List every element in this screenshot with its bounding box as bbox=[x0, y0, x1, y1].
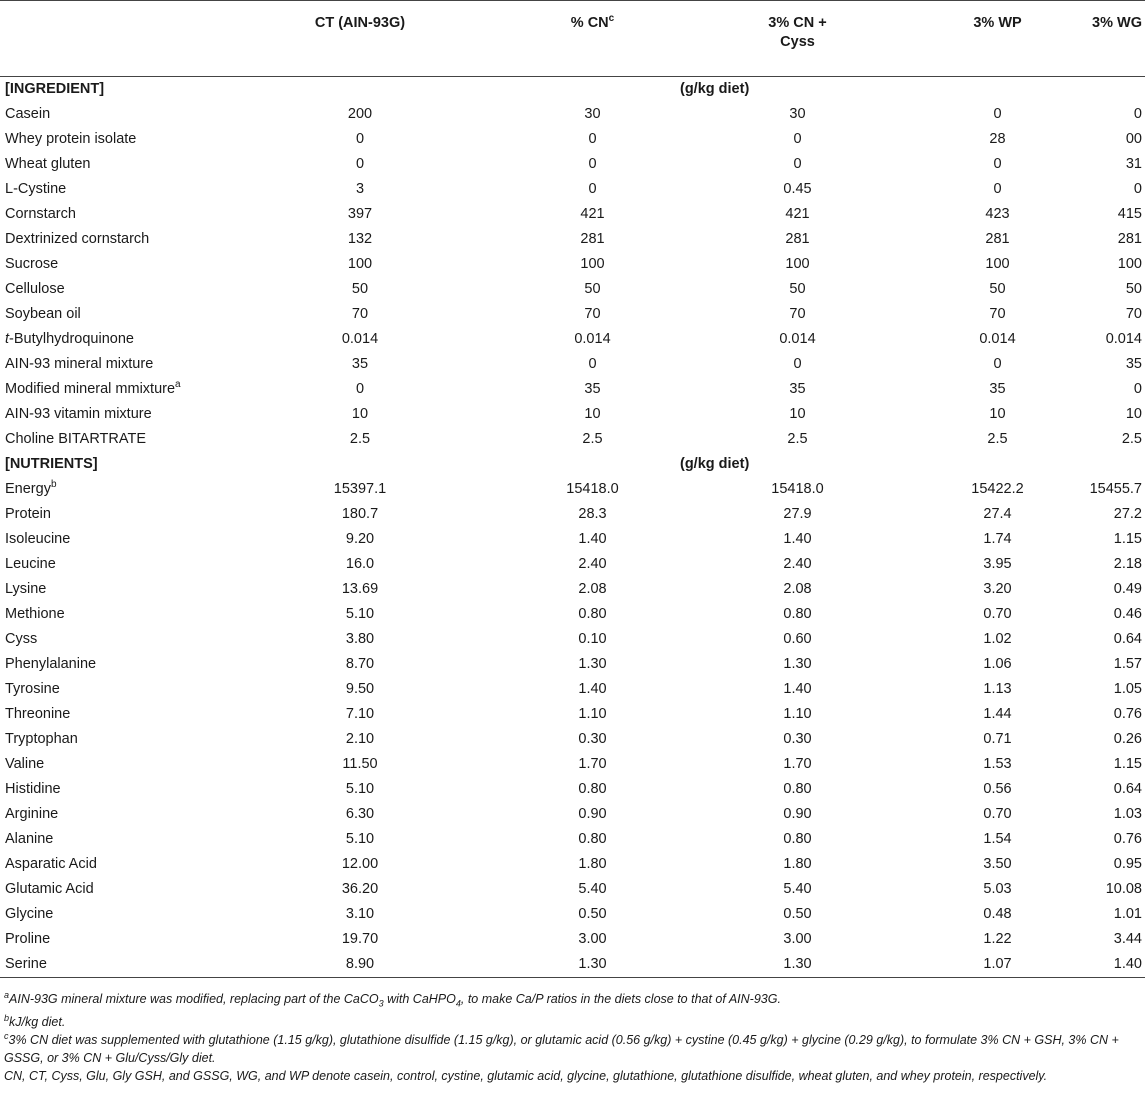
cell-value: 0 bbox=[588, 356, 597, 372]
table-row bbox=[0, 152, 1145, 177]
row-label: Soybean oil bbox=[5, 306, 81, 322]
cell-value: 2.40 bbox=[783, 556, 812, 572]
cell-value: 15397.1 bbox=[333, 481, 387, 497]
cell-value: 1.30 bbox=[680, 952, 915, 978]
cell-value: 2.10 bbox=[345, 731, 375, 747]
table-row bbox=[0, 252, 1145, 277]
cell-value: 0 bbox=[355, 156, 365, 172]
cell-value: 0.10 bbox=[578, 631, 607, 647]
table-row bbox=[0, 402, 1145, 427]
cell-value: 0 bbox=[993, 181, 1002, 197]
cell-value: 3.95 bbox=[983, 556, 1012, 572]
cell-value: 281 bbox=[985, 231, 1010, 247]
cell-value: 1.74 bbox=[983, 531, 1012, 547]
row-label: Threonine bbox=[5, 706, 71, 722]
row-label: Casein bbox=[5, 106, 51, 122]
cell-value: 1.13 bbox=[983, 681, 1012, 697]
table-row bbox=[0, 627, 1145, 652]
header-wp: 3% WP bbox=[915, 1, 1080, 77]
cell-value: 1.30 bbox=[505, 952, 680, 978]
row-label: Wheat gluten bbox=[5, 156, 91, 172]
cell-value: 0.30 bbox=[783, 731, 812, 747]
cell-value: 0.76 bbox=[1113, 706, 1142, 722]
cell-value: 180.7 bbox=[341, 506, 379, 522]
footnote-abbreviations: CN, CT, Cyss, Glu, Gly GSH, and GSSG, WG, and WP denote casein, control, cystine, glutamic acid, glycine, glutathione, glutathione disulfide, wheat gluten, and whey protein, respectively. bbox=[4, 1068, 1048, 1083]
table-row bbox=[0, 852, 1145, 877]
cell-value: 2.40 bbox=[578, 556, 607, 572]
cell-value: 421 bbox=[785, 206, 810, 222]
cell-value: 0.45 bbox=[783, 181, 812, 197]
cell-value: 9.50 bbox=[345, 681, 375, 697]
row-label: Valine bbox=[5, 756, 45, 772]
table-row bbox=[0, 877, 1145, 902]
section-label: [INGREDIENT] bbox=[5, 81, 105, 97]
table-row bbox=[0, 802, 1145, 827]
cell-value: 0.80 bbox=[783, 781, 812, 797]
cell-value: 0 bbox=[1133, 181, 1142, 197]
cell-value: 1.22 bbox=[983, 931, 1012, 947]
table-row bbox=[0, 677, 1145, 702]
table-row bbox=[0, 302, 1145, 327]
cell-value: 0.56 bbox=[983, 781, 1012, 797]
cell-value: 31 bbox=[1125, 156, 1142, 172]
cell-value: 0.014 bbox=[779, 331, 816, 347]
table-row bbox=[0, 277, 1145, 302]
cell-value: 5.40 bbox=[783, 881, 812, 897]
cell-value: 0.70 bbox=[983, 606, 1012, 622]
cell-value: 3.10 bbox=[345, 906, 375, 922]
cell-value: 0.50 bbox=[783, 906, 812, 922]
row-label: Proline bbox=[5, 931, 51, 947]
cell-value: 15418.0 bbox=[566, 481, 619, 497]
row-label: Leucine bbox=[5, 556, 56, 572]
table-row bbox=[0, 377, 1145, 402]
cell-value: 0.014 bbox=[1105, 331, 1142, 347]
cell-value: 2.5 bbox=[582, 431, 603, 447]
cell-value: 0.014 bbox=[574, 331, 611, 347]
cell-value: 1.01 bbox=[1113, 906, 1142, 922]
cell-value: 3.20 bbox=[983, 581, 1012, 597]
cell-value: 35 bbox=[789, 381, 806, 397]
row-label: t-Butylhydroquinone bbox=[5, 331, 134, 347]
cell-value: 50 bbox=[351, 281, 369, 297]
cell-value: 1.40 bbox=[1080, 952, 1145, 978]
row-label: AIN-93 mineral mixture bbox=[5, 356, 154, 372]
cell-value: 35 bbox=[351, 356, 369, 372]
row-label: Phenylalanine bbox=[5, 656, 97, 672]
row-label: Cyss bbox=[5, 631, 38, 647]
cell-value: 0 bbox=[355, 131, 365, 147]
cell-value: 70 bbox=[584, 306, 601, 322]
cell-value: 0.60 bbox=[783, 631, 812, 647]
cell-value: 5.10 bbox=[345, 606, 375, 622]
cell-value: 1.80 bbox=[578, 856, 607, 872]
cell-value: 70 bbox=[989, 306, 1006, 322]
cell-value: 0 bbox=[355, 381, 365, 397]
cell-value: 1.06 bbox=[983, 656, 1012, 672]
cell-value: 1.70 bbox=[783, 756, 812, 772]
row-label: Cornstarch bbox=[5, 206, 76, 222]
cell-value: 5.10 bbox=[345, 831, 375, 847]
cell-value: 35 bbox=[584, 381, 601, 397]
row-label: Tyrosine bbox=[5, 681, 60, 697]
cell-value: 0.70 bbox=[983, 806, 1012, 822]
cell-value: 100 bbox=[1117, 256, 1142, 272]
row-label: Asparatic Acid bbox=[5, 856, 97, 872]
table-row bbox=[0, 927, 1145, 952]
footnote-b: $^b$kJ/kg diet. bbox=[4, 1012, 66, 1029]
cell-value: 0.80 bbox=[578, 606, 607, 622]
cell-value: 100 bbox=[985, 256, 1010, 272]
header-ct: CT (AIN-93G) bbox=[215, 1, 505, 77]
cell-value: 15422.2 bbox=[971, 481, 1024, 497]
row-label: Protein bbox=[5, 506, 51, 522]
cell-value: 0.90 bbox=[783, 806, 812, 822]
cell-value: 15455.7 bbox=[1089, 481, 1142, 497]
cell-value: 0 bbox=[1133, 381, 1142, 397]
cell-value: 281 bbox=[1117, 231, 1142, 247]
header-cn-cyss: 3% CN + Cyss bbox=[680, 1, 915, 77]
table-row bbox=[0, 652, 1145, 677]
cell-value: 0 bbox=[1133, 106, 1142, 122]
header-cn-footnote-marker: c bbox=[608, 13, 615, 25]
cell-value: 415 bbox=[1117, 206, 1142, 222]
cell-value: 0 bbox=[588, 156, 597, 172]
cell-value: 0.49 bbox=[1113, 581, 1142, 597]
table-row bbox=[0, 427, 1145, 452]
cell-value: 0.014 bbox=[341, 331, 379, 347]
cell-value: 1.10 bbox=[578, 706, 607, 722]
cell-value: 100 bbox=[580, 256, 605, 272]
cell-value: 423 bbox=[985, 206, 1010, 222]
cell-value: 1.02 bbox=[983, 631, 1012, 647]
cell-value: 0.95 bbox=[1113, 856, 1142, 872]
header-label-col bbox=[0, 1, 215, 77]
row-label: Alanine bbox=[5, 831, 54, 847]
row-label: Whey protein isolate bbox=[5, 131, 137, 147]
cell-value: 2.18 bbox=[1113, 556, 1142, 572]
cell-value: 1.30 bbox=[578, 656, 607, 672]
table-row bbox=[0, 352, 1145, 377]
cell-value: 0.50 bbox=[578, 906, 607, 922]
table-row bbox=[0, 727, 1145, 752]
cell-value: 3.80 bbox=[345, 631, 375, 647]
row-label: Glutamic Acid bbox=[5, 881, 94, 897]
cell-value: 100 bbox=[347, 256, 373, 272]
cell-value: 0 bbox=[793, 356, 802, 372]
cell-value: 1.80 bbox=[783, 856, 812, 872]
cell-value: 27.4 bbox=[983, 506, 1012, 522]
cell-value: 0.30 bbox=[578, 731, 607, 747]
cell-value: 27.2 bbox=[1113, 506, 1142, 522]
cell-value: 10 bbox=[789, 406, 806, 422]
section-unit: (g/kg diet) bbox=[680, 81, 750, 97]
cell-value: 50 bbox=[584, 281, 601, 297]
cell-value: 1.54 bbox=[983, 831, 1012, 847]
cell-value: 0.26 bbox=[1113, 731, 1142, 747]
cell-value: 2.5 bbox=[349, 431, 371, 447]
row-label: Sucrose bbox=[5, 256, 59, 272]
cell-value: 397 bbox=[347, 206, 373, 222]
cell-value: 0 bbox=[993, 356, 1002, 372]
table-row bbox=[0, 227, 1145, 252]
table-footnotes bbox=[4, 990, 1142, 1085]
cell-value: 0.46 bbox=[1113, 606, 1142, 622]
table-header-row bbox=[0, 1, 1145, 77]
cell-value: 30 bbox=[584, 106, 601, 122]
cell-value: 13.69 bbox=[341, 581, 379, 597]
footnote-marker: a bbox=[175, 379, 181, 391]
cell-value: 0.64 bbox=[1113, 631, 1142, 647]
table-row bbox=[0, 902, 1145, 927]
cell-value: 1.44 bbox=[983, 706, 1012, 722]
row-label: Methione bbox=[5, 606, 65, 622]
cell-value: 70 bbox=[351, 306, 369, 322]
cell-value: 3.00 bbox=[578, 931, 607, 947]
section-row-nutrients bbox=[0, 452, 1145, 477]
cell-value: 0.014 bbox=[979, 331, 1016, 347]
cell-value: 10 bbox=[989, 406, 1006, 422]
row-label: Arginine bbox=[5, 806, 59, 822]
cell-value: 1.30 bbox=[783, 656, 812, 672]
cell-value: 3.00 bbox=[783, 931, 812, 947]
table-row bbox=[0, 202, 1145, 227]
cell-value: 16.0 bbox=[345, 556, 375, 572]
cell-value: 0 bbox=[588, 131, 597, 147]
cell-value: 100 bbox=[785, 256, 810, 272]
cell-value: 9.20 bbox=[345, 531, 375, 547]
cell-value: 15418.0 bbox=[771, 481, 824, 497]
cell-value: 1.40 bbox=[783, 531, 812, 547]
row-label: Isoleucine bbox=[5, 531, 71, 547]
row-label: Cellulose bbox=[5, 281, 65, 297]
cell-value: 28 bbox=[989, 131, 1006, 147]
row-label: Glycine bbox=[5, 906, 54, 922]
cell-value: 11.50 bbox=[342, 756, 378, 772]
cell-value: 0.76 bbox=[1113, 831, 1142, 847]
cell-value: 1.15 bbox=[1113, 756, 1142, 772]
footnote-c: $^c$3% CN diet was supplemented with glutathione (1.15 g/kg), glutathione disulfide (1.15 g/kg), or glutamic acid (0.56 g/kg) + cystine (0.45 g/kg) + glycine (0.29 g/kg), to formulate 3% CN + GSH, 3% CN + GSSG, or 3% CN + Glu/Cyss/Gly diet. bbox=[4, 1030, 1119, 1065]
cell-value: 50 bbox=[1125, 281, 1142, 297]
cell-value: 12.00 bbox=[341, 856, 379, 872]
cell-value: 0 bbox=[993, 156, 1002, 172]
table-row bbox=[0, 602, 1145, 627]
cell-value: 2.08 bbox=[783, 581, 812, 597]
cell-value: 1.40 bbox=[578, 681, 607, 697]
row-label: Tryptophan bbox=[5, 731, 78, 747]
cell-value: 3.50 bbox=[983, 856, 1012, 872]
section-label: [NUTRIENTS] bbox=[5, 456, 98, 472]
cell-value: 27.9 bbox=[783, 506, 812, 522]
table-body bbox=[0, 77, 1145, 978]
row-label: Modified mineral mmixture$^a$ bbox=[5, 379, 181, 397]
table-row bbox=[0, 952, 1145, 978]
cell-value: 8.70 bbox=[345, 656, 375, 672]
cell-value: 19.70 bbox=[341, 931, 379, 947]
table-row bbox=[0, 577, 1145, 602]
table-row bbox=[0, 777, 1145, 802]
table-row bbox=[0, 327, 1145, 352]
cell-value: 10.08 bbox=[1105, 881, 1142, 897]
cell-value: 1.15 bbox=[1113, 531, 1142, 547]
section-row-ingredient bbox=[0, 77, 1145, 103]
cell-value: 281 bbox=[580, 231, 605, 247]
cell-value: 0.80 bbox=[578, 781, 607, 797]
cell-value: 2.5 bbox=[787, 431, 808, 447]
table-row bbox=[0, 127, 1145, 152]
row-label: Dextrinized cornstarch bbox=[5, 231, 150, 247]
table-row bbox=[0, 477, 1145, 502]
row-label: Histidine bbox=[5, 781, 61, 797]
cell-value: 00 bbox=[1125, 131, 1142, 147]
cell-value: 0 bbox=[993, 106, 1002, 122]
cell-value: 421 bbox=[580, 206, 605, 222]
table-row bbox=[0, 502, 1145, 527]
cell-value: 1.03 bbox=[1113, 806, 1142, 822]
table-row bbox=[0, 552, 1145, 577]
cell-value: 2.5 bbox=[987, 431, 1008, 447]
cell-value: 132 bbox=[347, 231, 373, 247]
cell-value: 30 bbox=[789, 106, 806, 122]
row-label: AIN-93 vitamin mixture bbox=[5, 406, 152, 422]
cell-value: 0.80 bbox=[578, 831, 607, 847]
cell-value: 1.10 bbox=[783, 706, 812, 722]
table-row bbox=[0, 702, 1145, 727]
cell-value: 1.53 bbox=[983, 756, 1012, 772]
cell-value: 10 bbox=[1125, 406, 1142, 422]
footnote-a: $^a$AIN-93G mineral mixture was modified, replacing part of the CaCO$_3$ with CaHPO$_4$, to make Ca/P ratios in the diets close to that of AIN-93G. bbox=[4, 989, 781, 1009]
cell-value: 10 bbox=[584, 406, 601, 422]
cell-value: 1.40 bbox=[578, 531, 607, 547]
cell-value: 1.40 bbox=[783, 681, 812, 697]
row-label: Serine bbox=[0, 952, 215, 978]
cell-value: 2.5 bbox=[1121, 431, 1142, 447]
cell-value: 70 bbox=[1125, 306, 1142, 322]
cell-value: 0.80 bbox=[783, 606, 812, 622]
header-wg: 3% WG bbox=[1080, 1, 1145, 77]
cell-value: 0 bbox=[588, 181, 597, 197]
cell-value: 0 bbox=[793, 156, 802, 172]
cell-value: 281 bbox=[785, 231, 810, 247]
cell-value: 3.44 bbox=[1113, 931, 1142, 947]
cell-value: 0.80 bbox=[783, 831, 812, 847]
cell-value: 0.48 bbox=[983, 906, 1012, 922]
table-row bbox=[0, 752, 1145, 777]
table-row bbox=[0, 827, 1145, 852]
row-label: Choline BITARTRATE bbox=[5, 431, 147, 447]
cell-value: 7.10 bbox=[345, 706, 375, 722]
cell-value: 3 bbox=[355, 181, 365, 197]
cell-value: 0.64 bbox=[1113, 781, 1142, 797]
row-label: L-Cystine bbox=[5, 181, 67, 197]
cell-value: 5.40 bbox=[578, 881, 607, 897]
cell-value: 0 bbox=[793, 131, 802, 147]
row-label: Lysine bbox=[5, 581, 47, 597]
row-label: Energy$^b$ bbox=[5, 479, 57, 497]
cell-value: 1.70 bbox=[578, 756, 607, 772]
cell-value: 10 bbox=[351, 406, 369, 422]
table-row bbox=[0, 102, 1145, 127]
cell-value: 35 bbox=[989, 381, 1006, 397]
cell-value: 6.30 bbox=[345, 806, 375, 822]
cell-value: 8.90 bbox=[215, 952, 505, 978]
cell-value: 2.08 bbox=[578, 581, 607, 597]
cell-value: 50 bbox=[789, 281, 806, 297]
header-cn: % $CN^c$ bbox=[505, 1, 680, 77]
cell-value: 70 bbox=[789, 306, 806, 322]
footnote-marker: b bbox=[50, 479, 57, 491]
cell-value: 50 bbox=[989, 281, 1006, 297]
cell-value: 5.03 bbox=[983, 881, 1012, 897]
cell-value: 1.57 bbox=[1113, 656, 1142, 672]
cell-value: 36.20 bbox=[341, 881, 379, 897]
cell-value: 35 bbox=[1125, 356, 1142, 372]
cell-value: 28.3 bbox=[578, 506, 607, 522]
section-unit: (g/kg diet) bbox=[680, 456, 750, 472]
table-row bbox=[0, 527, 1145, 552]
cell-value: 1.05 bbox=[1113, 681, 1142, 697]
cell-value: 0.71 bbox=[983, 731, 1012, 747]
cell-value: 0.90 bbox=[578, 806, 607, 822]
cell-value: 200 bbox=[347, 106, 373, 122]
cell-value: 1.07 bbox=[915, 952, 1080, 978]
cell-value: 5.10 bbox=[345, 781, 375, 797]
table-row bbox=[0, 177, 1145, 202]
